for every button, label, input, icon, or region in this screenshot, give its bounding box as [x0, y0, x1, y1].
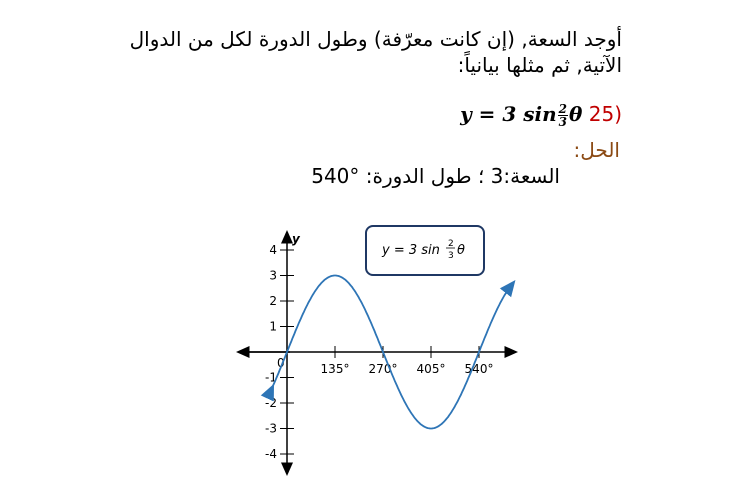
x-tick-label: 405° — [416, 362, 446, 376]
question-text: أوجد السعة, (إن كانت معرّفة) وطول الدورة لكل من الدوال الآتية, ثم مثلها بيانياً: — [129, 27, 622, 77]
y-axis-label: y — [292, 232, 300, 246]
y-tick-label: -3 — [265, 421, 277, 436]
fraction-denominator: 3 — [558, 115, 568, 129]
legend-fraction-den: 3 — [448, 251, 454, 261]
solution-values: السعة:3 ؛ طول الدورة: °540 — [311, 164, 560, 188]
equation-suffix: θ — [569, 102, 583, 126]
x-ticks — [321, 346, 494, 376]
y-tick-label: -2 — [265, 396, 277, 410]
equation-prefix: y = 3 sin — [460, 102, 557, 126]
legend-fraction-num: 2 — [448, 239, 454, 249]
fraction-numerator: 2 — [558, 102, 568, 116]
origin-label: 0 — [277, 356, 285, 370]
problem-number: (25 — [588, 102, 622, 126]
y-tick-label: 3 — [269, 268, 277, 283]
solution-label: الحل: — [573, 138, 620, 162]
x-tick-label: 540° — [464, 362, 494, 376]
legend-prefix: y = 3 sin — [382, 243, 440, 258]
x-tick-label: 270° — [368, 362, 398, 376]
y-tick-label: -1 — [265, 370, 277, 385]
y-tick-label: 2 — [269, 294, 277, 308]
y-tick-label: 4 — [269, 243, 277, 257]
y-tick-label: -4 — [265, 447, 277, 461]
legend-suffix: θ — [457, 243, 465, 258]
y-tick-label: 1 — [269, 319, 277, 334]
x-tick-label: 135° — [320, 362, 350, 376]
